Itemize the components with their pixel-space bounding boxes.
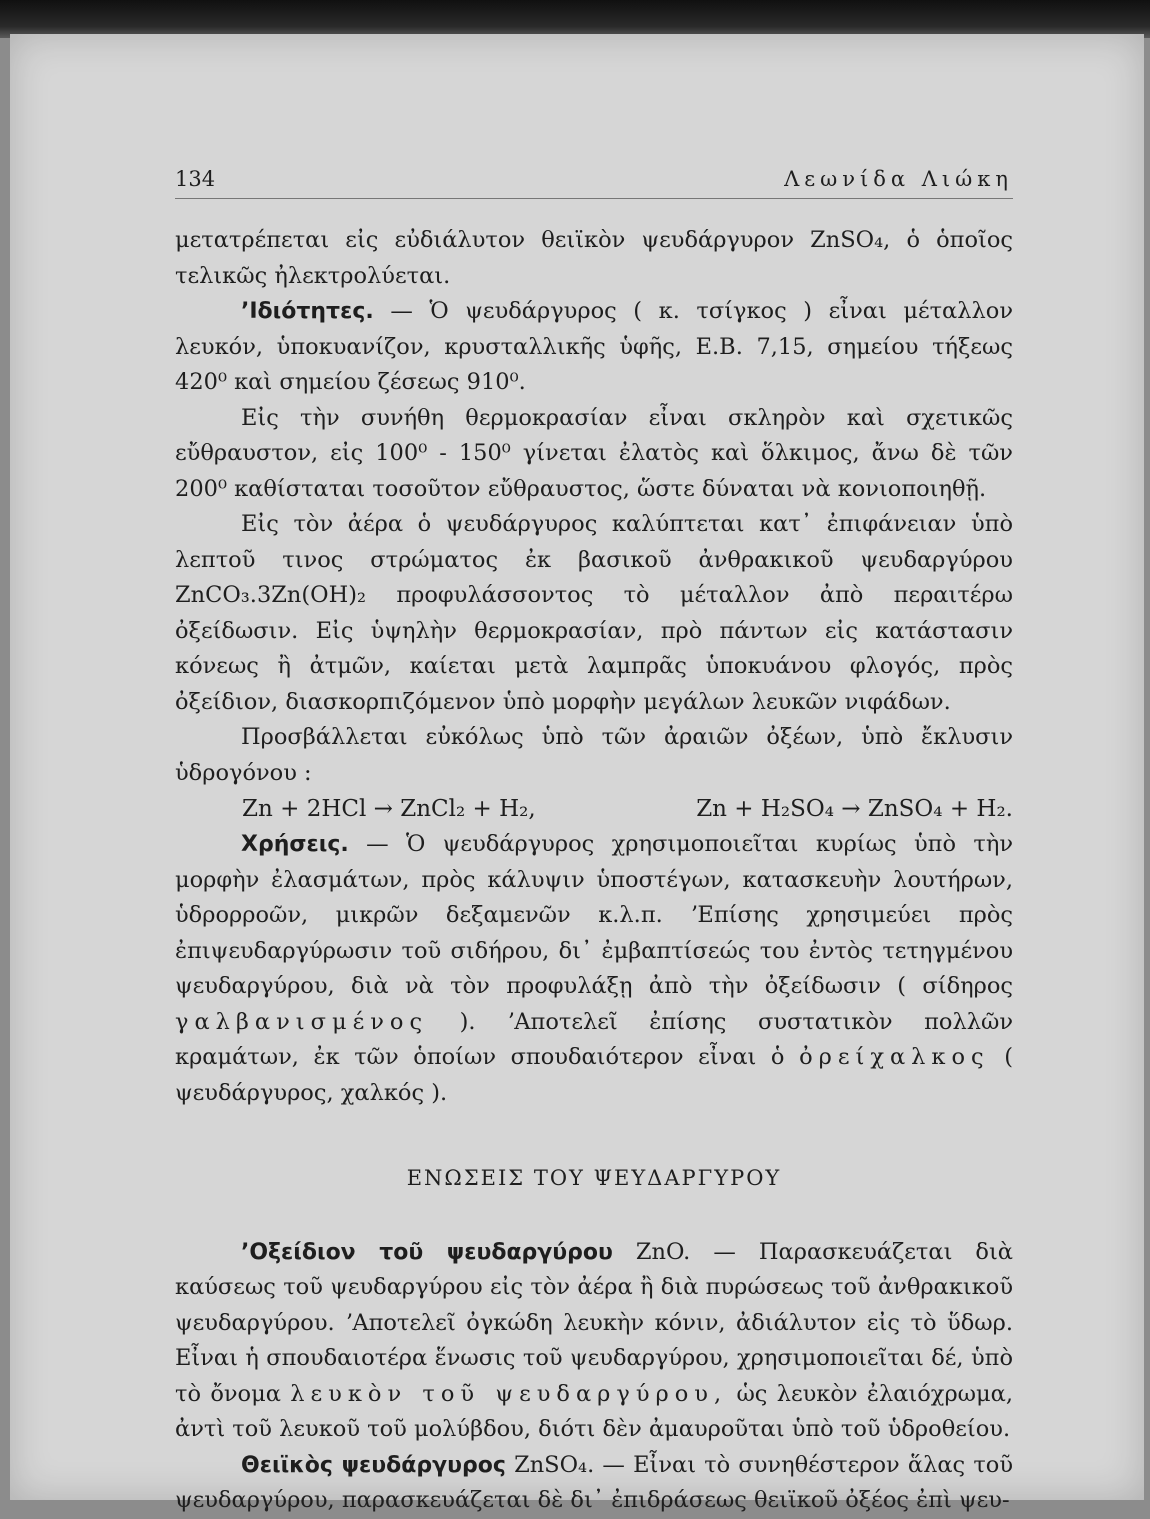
page-number: 134 bbox=[175, 167, 216, 191]
zinc-sulfate-text: ZnSO₄. — Εἶναι τὸ συνηθέστερον ἅλας τοῦ ψευδαργύρου, παρασκευάζεται δὲ δι᾽ ἐπιδράσεως θειϊκοῦ ὀξέος ἐπὶ ψευ- bbox=[175, 1451, 1013, 1513]
reaction-equations bbox=[175, 791, 1013, 827]
uses-text-c: ( ψευδάργυρος, χαλκός ). bbox=[175, 1044, 1013, 1106]
zinc-oxide-text-a: ZnO. — Παρασκευάζεται διὰ καύσεως τοῦ ψευδαργύρου εἰς τὸν ἀέρα ἢ διὰ πυρώσεως τοῦ ἀνθρακικοῦ ψευδαργύρου. ʼΑποτελεῖ ὀγκώδη λευκὴν κόνιν, ἀδιάλυτον εἰς τὸ ὕδωρ. Εἶναι ἡ σπουδαιοτέρα ἕνωσις τοῦ ψευδαργύρου, χρησιμοποιεῖται δέ, ὑπὸ τὸ ὄνομα bbox=[175, 1238, 1013, 1407]
zinc-oxide-text-b: ὡς λευκὸν ἐλαιόχρωμα, ἀντὶ τοῦ λευκοῦ τοῦ μολύβδου, διότι δὲν ἀμαυροῦται ὑπὸ τοῦ ὑδροθείου. bbox=[175, 1380, 1013, 1442]
equation-h2so4: Zn + H₂SO₄ → ZnSO₄ + H₂. bbox=[696, 796, 1013, 822]
book-page bbox=[10, 34, 1144, 1513]
term-zinc-white: λευκὸν τοῦ ψευδαργύρου, bbox=[290, 1380, 728, 1407]
page-content bbox=[175, 164, 1013, 1519]
uses-text-b: ). ʼΑποτελεῖ ἐπίσης συστατικὸν πολλῶν κραμάτων, ἐκ τῶν ὁποίων σπουδαιότερον εἶναι ὁ bbox=[175, 1008, 1013, 1070]
uses-paragraph bbox=[175, 827, 1013, 1111]
term-brass: ὀρείχαλκος bbox=[799, 1044, 990, 1070]
scanner-top-edge bbox=[0, 0, 1150, 38]
zinc-sulfate-heading: Θειϊκὸς ψευδάργυρος bbox=[241, 1452, 506, 1478]
acids-paragraph: Προσβάλλεται εὐκόλως ὑπὸ τῶν ἀραιῶν ὀξέων, ὑπὸ ἔκλυσιν ὑδρογόνου : bbox=[175, 724, 1013, 786]
equation-hcl: Zn + 2HCl → ZnCl₂ + H₂, bbox=[242, 796, 536, 822]
temperature-paragraph: Εἰς τὴν συνήθη θερμοκρασίαν εἶναι σκληρὸν καὶ σχετικῶς εὔθραυστον, εἰς 100⁰ - 150⁰ γίνεται ἐλατὸς καὶ ὅλκιμος, ἄνω δὲ τῶν 200⁰ καθίσταται τοσοῦτον εὔθραυστος, ὥστε δύναται νὰ κονιοποιηθῇ. bbox=[175, 404, 1013, 502]
uses-heading: Χρήσεις. bbox=[241, 832, 349, 857]
running-author: Λεωνίδα Λιώκη bbox=[784, 167, 1013, 191]
running-header bbox=[175, 164, 1013, 199]
properties-paragraph bbox=[175, 294, 1013, 401]
zinc-sulfate-paragraph bbox=[175, 1448, 1013, 1519]
section-title: ΕΝΩΣΕΙΣ ΤΟΥ ΨΕΥΔΑΡΓΥΡΟΥ bbox=[406, 1166, 782, 1190]
term-galvanized: γαλβανισμένος bbox=[175, 1008, 429, 1035]
zinc-oxide-heading: ʼΟξείδιον τοῦ ψευδαργύρου bbox=[241, 1239, 613, 1265]
properties-text: — Ὁ ψευδάργυρος ( κ. τσίγκος ) εἶναι μέταλλον λευκόν, ὑποκυανίζον, κρυσταλλικῆς ὑφῆς, Ε.Β. 7,15, σημείου τήξεως 420⁰ καὶ σημείου ζέσεως 910⁰. bbox=[175, 298, 1013, 395]
uses-text-a: — Ὁ ψευδάργυρος χρησιμοποιεῖται κυρίως ὑπὸ τὴν μορφὴν ἐλασμάτων, πρὸς κάλυψιν ὑποστέγων, κατασκευὴν λουτήρων, ὑδρορροῶν, μικρῶν δεξαμενῶν κ.λ.π. ʼΕπίσης χρησιμεύει πρὸς ἐπιψευδαργύρωσιν τοῦ σιδήρου, δι᾽ ἐμβαπτίσεώς του ἐντὸς τετηγμένου ψευδαργύρου, διὰ νὰ τὸν προφυλάξῃ ἀπὸ τὴν ὀξείδωσιν ( σίδηρος bbox=[175, 831, 1013, 999]
paragraph-continuation: μετατρέπεται εἰς εὐδιάλυτον θειϊκὸν ψευδάργυρον ZnSO₄, ὁ ὁποῖος τελικῶς ἠλεκτρολύεται. bbox=[175, 227, 1013, 289]
zinc-oxide-paragraph bbox=[175, 1235, 1013, 1448]
air-paragraph: Εἰς τὸν ἀέρα ὁ ψευδάργυρος καλύπτεται κατ᾽ ἐπιφάνειαν ὑπὸ λεπτοῦ τινος στρώματος ἐκ βασικοῦ ἀνθρακικοῦ ψευδαργύρου ZnCO₃.3Zn(OH)₂ προφυλάσσοντος τὸ μέταλλον ἀπὸ περαιτέρω ὀξείδωσιν. Εἰς ὑψηλὴν θερμοκρασίαν, πρὸ πάντων εἰς κατάστασιν κόνεως ἢ ἀτμῶν, καίεται μετὰ λαμπρᾶς ὑποκυάνου φλογός, πρὸς ὀξείδιον, διασκορπιζόμενον ὑπὸ μορφὴν μεγάλων λευκῶν νιφάδων. bbox=[175, 511, 1013, 715]
properties-heading: ʼΙδιότητες. bbox=[241, 299, 374, 324]
